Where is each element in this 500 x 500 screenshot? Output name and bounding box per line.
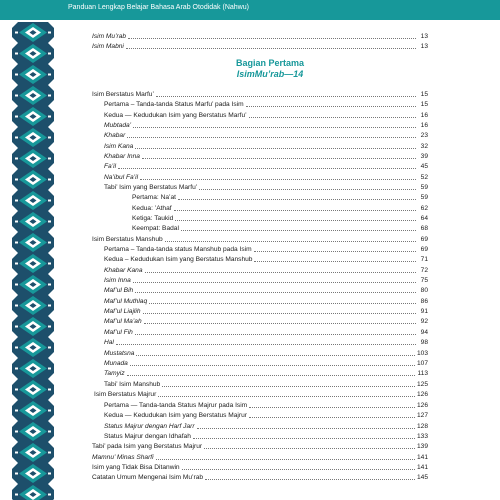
toc-entry[interactable]	[104, 172, 428, 182]
toc-entry[interactable]	[132, 203, 428, 213]
toc-entry-page: 75	[420, 277, 428, 284]
toc-entry-label: Isim Mabni	[92, 43, 124, 50]
toc-entry-page: 107	[416, 360, 428, 367]
toc-entry-label: Pertama — Tanda-tanda Status Majrur pada Isim	[104, 402, 248, 409]
toc-entry[interactable]	[132, 213, 428, 223]
toc-entry-label: Na’ibul Fa’il	[104, 174, 139, 181]
toc-entry[interactable]	[104, 368, 428, 378]
toc-entry-label: Khabar Inna	[104, 153, 140, 160]
toc-entry-page: 62	[420, 205, 428, 212]
toc-entry[interactable]	[132, 192, 428, 202]
toc-entry-label: Kedua — Kedudukan Isim yang Berstatus Marfu’	[104, 112, 247, 119]
toc-entry[interactable]	[104, 151, 428, 161]
toc-entry-label: Isim Mu’rab	[92, 33, 127, 40]
toc-entry[interactable]	[104, 141, 428, 151]
toc-entry[interactable]	[104, 275, 428, 285]
toc-entry-label: Keempat: Badal	[132, 225, 179, 232]
toc-entry-page: 127	[416, 412, 428, 419]
toc-entry[interactable]	[92, 234, 428, 244]
toc-entry-label: Munada	[104, 360, 128, 367]
toc-entry[interactable]	[92, 472, 428, 482]
toc-entry-label: Kedua — Kedudukan Isim yang Berstatus Majrur	[104, 412, 247, 419]
toc-entry-page: 32	[420, 143, 428, 150]
toc-entry-label: Maf’ul Muthlaq	[104, 298, 148, 305]
toc-entry-label: Mustatsna	[104, 350, 135, 357]
toc-entry-label: Tamyiz	[104, 370, 125, 377]
toc-entry-label: Khabar Kana	[104, 267, 143, 274]
toc-entry[interactable]	[104, 400, 428, 410]
toc-entry-label: Status Majrur dengan Idhafah	[104, 433, 191, 440]
toc-entry-label: Tabi’ Isim Manshub	[104, 381, 161, 388]
toc-entry[interactable]	[104, 379, 428, 389]
toc-entry-label: Pertama – Tanda-tanda status Manshub pada Isim	[104, 246, 252, 253]
toc-entry[interactable]	[104, 130, 428, 140]
toc-entry-page: 145	[416, 474, 428, 481]
toc-entry[interactable]	[92, 462, 428, 472]
toc-entry[interactable]	[104, 431, 428, 441]
section-title: Bagian Pertama	[235, 58, 305, 68]
toc-entry[interactable]	[104, 120, 428, 130]
toc-entry-page: 68	[420, 225, 428, 232]
toc-entry-page: 52	[420, 174, 428, 181]
toc-entry[interactable]	[104, 306, 428, 316]
toc-entry-page: 59	[420, 194, 428, 201]
toc-entry-page: 71	[420, 256, 428, 263]
toc-entry[interactable]	[104, 182, 428, 192]
toc-entry-label: Fa’il	[104, 163, 117, 170]
toc-entry[interactable]	[92, 31, 428, 41]
toc-entry[interactable]	[104, 296, 428, 306]
toc-entry-label: Kedua – Kedudukan Isim yang Berstatus Manshub	[104, 256, 253, 263]
toc-entry[interactable]	[104, 265, 428, 275]
toc-entry[interactable]	[104, 337, 428, 347]
toc-entry[interactable]	[104, 254, 428, 264]
toc-entry[interactable]	[104, 358, 428, 368]
toc-entry[interactable]	[104, 99, 428, 109]
toc-entry-page: 98	[420, 339, 428, 346]
toc-entry-label: Isim Berstatus Majrur	[94, 391, 157, 398]
toc-entry-page: 94	[420, 329, 428, 336]
toc-entry-label: Isim Berstatus Marfu’	[92, 91, 154, 98]
toc-entry-page: 139	[416, 443, 428, 450]
toc-entry-page: 15	[420, 101, 428, 108]
toc-entry[interactable]	[132, 223, 428, 233]
toc-entry[interactable]	[104, 348, 428, 358]
toc-entry-label: Status Majrur dengan Harf Jarr	[104, 423, 195, 430]
toc-entry-label: Maf’ul Liajlih	[104, 308, 141, 315]
toc-entry-label: Isim Inna	[104, 277, 131, 284]
toc-entry-label: Hal	[104, 339, 114, 346]
toc-entry[interactable]	[94, 389, 428, 399]
toc-entry-label: Khabar	[104, 132, 126, 139]
toc-entry[interactable]	[104, 316, 428, 326]
toc-entry-page: 13	[420, 43, 428, 50]
toc-entry-label: Maf’ul Bih	[104, 287, 134, 294]
toc-entry[interactable]	[104, 410, 428, 420]
toc-entry-page: 13	[420, 33, 428, 40]
toc-entry[interactable]	[104, 285, 428, 295]
toc-entry-page: 16	[420, 122, 428, 129]
toc-entry-page: 92	[420, 318, 428, 325]
toc-entry[interactable]	[104, 110, 428, 120]
toc-entry-page: 72	[420, 267, 428, 274]
toc-entry-page: 39	[420, 153, 428, 160]
toc-entry-label: Catatan Umum Mengenai Isim Mu’rab	[92, 474, 204, 481]
toc-entry[interactable]	[92, 452, 428, 462]
toc-entry-page: 59	[420, 184, 428, 191]
toc-entry-label: Tabi’ pada Isim yang Berstatus Majrur	[92, 443, 203, 450]
toc-entry-label: Pertama – Tanda-tanda Status Marfu’ pada Isim	[104, 101, 244, 108]
toc-entry-page: 126	[416, 391, 428, 398]
toc-entry-page: 141	[416, 454, 428, 461]
toc-entry-label: Pertama: Na’at	[132, 194, 176, 201]
toc-entry[interactable]	[92, 441, 428, 451]
running-header: Panduan Lengkap Belajar Bahasa Arab Otodidak (Nahwu)	[68, 4, 249, 11]
toc-entry[interactable]	[92, 41, 428, 51]
toc-entry-page: 141	[416, 464, 428, 471]
toc-entry-page: 64	[420, 215, 428, 222]
toc-entry-page: 113	[417, 370, 428, 377]
toc-entry-page: 86	[420, 298, 428, 305]
section-subtitle: IsimMu’rab—14	[236, 69, 304, 79]
toc-entry-page: 69	[420, 236, 428, 243]
toc-entry-label: Mubtada’	[104, 122, 132, 129]
toc-entry-page: 45	[420, 163, 428, 170]
toc-entry-page: 125	[416, 381, 428, 388]
toc-entry-label: Isim yang Tidak Bisa Ditanwin	[92, 464, 180, 471]
toc-entry-page: 16	[420, 112, 428, 119]
toc-entry[interactable]	[104, 421, 428, 431]
toc-entry-page: 133	[416, 433, 428, 440]
toc-entry-label: Tabi’ Isim yang Berstatus Marfu’	[104, 184, 198, 191]
toc-entry[interactable]	[104, 244, 428, 254]
toc-entry-page: 91	[420, 308, 428, 315]
toc-entry-label: Ketiga: Taukid	[132, 215, 174, 222]
toc-entry-page: 128	[416, 423, 428, 430]
toc-entry-label: Maf’ul Fih	[104, 329, 133, 336]
toc-entry-page: 126	[416, 402, 428, 409]
toc-entry[interactable]	[92, 89, 428, 99]
toc-entry-label: Maf’ul Ma’ah	[104, 318, 142, 325]
toc-entry-label: Mamnu’ Minas Sharfi	[92, 454, 154, 461]
toc-entry-page: 103	[416, 350, 428, 357]
toc-entry[interactable]	[104, 161, 428, 171]
toc-entry-page: 15	[420, 91, 428, 98]
toc-entry-label: Kedua: ’Athaf	[132, 205, 172, 212]
toc-entry-page: 69	[420, 246, 428, 253]
toc-entry-page: 23	[420, 132, 428, 139]
toc-entry-label: Isim Kana	[104, 143, 134, 150]
toc-entry-page: 80	[420, 287, 428, 294]
toc-entry-label: Isim Berstatus Manshub	[92, 236, 163, 243]
toc-entry[interactable]	[104, 327, 428, 337]
